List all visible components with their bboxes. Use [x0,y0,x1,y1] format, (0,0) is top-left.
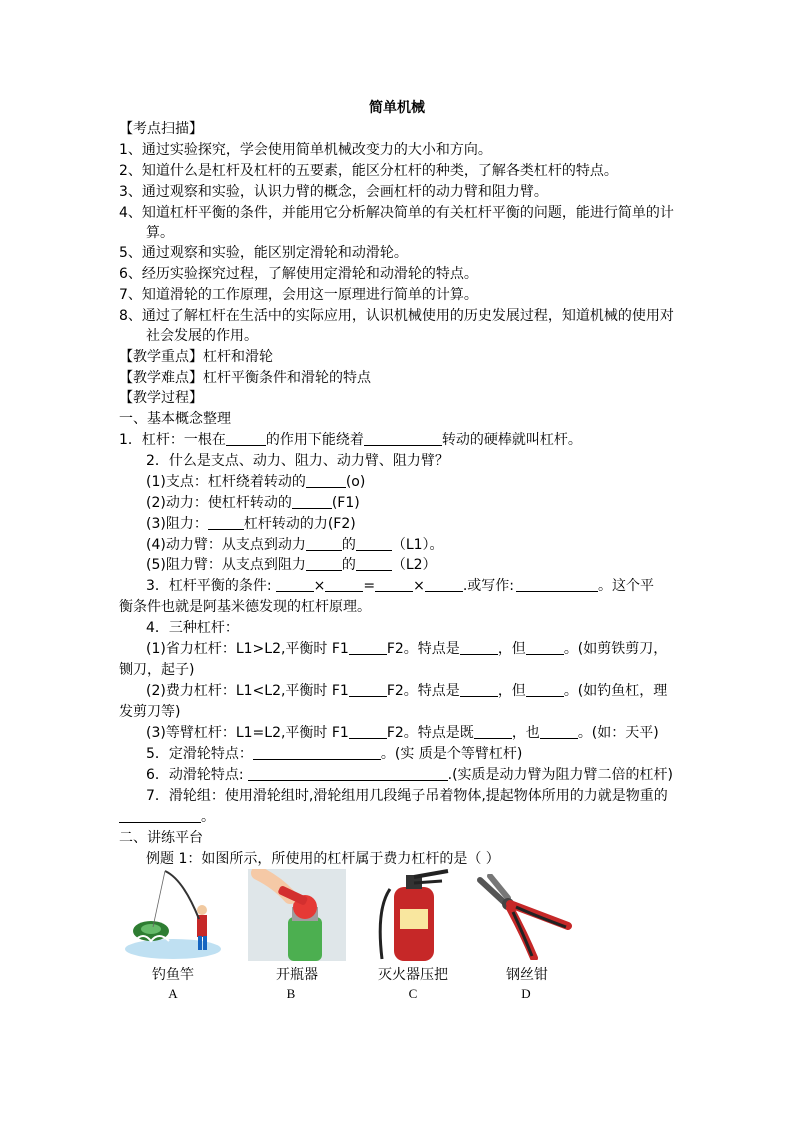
scan-item-2: 2、知道什么是杠杆及杠杆的五要素，能区分杠杆的种类，了解各类杠杆的特点。 [119,163,618,179]
question-7-cont: 。 [119,808,215,826]
blank[interactable] [325,577,363,592]
fishing-rod-image [123,869,223,965]
teaching-focus: 【教学重点】杠杆和滑轮 [119,349,273,365]
blank[interactable] [460,682,498,697]
option-a-letter: A [168,986,178,1001]
blank[interactable] [364,431,442,446]
scan-item-5: 5、通过观察和实验，能区别定滑轮和动滑轮。 [119,245,408,261]
question-4-2: (2)费力杠杆：L1<L2,平衡时 F1 F2。特点是 ，但 。(如钓鱼杠，理 [146,683,668,699]
blank[interactable] [292,494,332,509]
question-2-5: (5)阻力臂：从支点到阻力 的 （L2） [146,557,437,573]
option-a-caption: 钓鱼竿 [152,967,194,983]
scan-item-4-cont: 算。 [146,225,174,241]
blank[interactable] [375,577,413,592]
blank[interactable] [253,745,381,760]
blank[interactable] [306,536,342,551]
question-4-1: (1)省力杠杆：L1>L2,平衡时 F1 F2。特点是 ，但 。(如剪铁剪刀， [146,641,668,657]
option-b-letter: B [286,986,296,1001]
question-4: 4．三种杠杆： [146,620,239,636]
question-4-3: (3)等臂杠杆：L1=L2,平衡时 F1 F2。特点是既 ，也 。(如：天平) [146,725,659,741]
blank[interactable] [248,766,448,781]
section-1-heading: 一、基本概念整理 [119,411,231,427]
question-2-4: (4)动力臂：从支点到动力 的 （L1）。 [146,537,444,553]
scan-heading: 【考点扫描】 [119,121,203,137]
blank[interactable] [356,556,392,571]
fire-extinguisher-image [370,869,454,965]
blank[interactable] [540,724,578,739]
scan-item-3: 3、通过观察和实验，认识力臂的概念，会画杠杆的动力臂和阻力臂。 [119,184,548,200]
blank[interactable] [474,724,512,739]
scan-item-6: 6、经历实验探究过程，了解使用定滑轮和动滑轮的特点。 [119,266,478,282]
question-2-3: (3)阻力： 杠杆转动的力(F2) [146,516,356,532]
option-b-caption: 开瓶器 [276,967,318,983]
blank[interactable] [526,640,564,655]
scan-item-8: 8、通过了解杠杆在生活中的实际应用，认识机械使用的历史发展过程，知道机械的使用对 [119,308,674,324]
blank[interactable] [349,682,387,697]
option-d-letter: D [521,986,531,1001]
scan-item-8-cont: 社会发展的作用。 [146,328,258,344]
blank[interactable] [276,577,314,592]
bottle-opener-image [248,869,346,965]
question-2: 2．什么是支点、动力、阻力、动力臂、阻力臂？ [146,453,449,469]
option-c-letter: C [408,986,418,1001]
blank[interactable] [516,577,598,592]
blank[interactable] [460,640,498,655]
question-6: 6．动滑轮特点: .(实质是动力臂为阻力臂二倍的杠杆) [146,767,673,783]
blank[interactable] [306,473,346,488]
example-1: 例题 1：如图所示，所使用的杠杆属于费力杠杆的是（ ） [146,851,500,867]
question-7: 7．滑轮组：使用滑轮组时,滑轮组用几段绳子吊着物体,提起物体所用的力就是物重的 [146,788,668,804]
teaching-process: 【教学过程】 [119,390,203,406]
question-2-2: (2)动力：使杠杆转动的 (F1) [146,495,360,511]
blank[interactable] [306,556,342,571]
teaching-difficulty: 【教学难点】杠杆平衡条件和滑轮的特点 [119,370,371,386]
blank[interactable] [208,515,244,530]
section-2-heading: 二、讲练平台 [119,830,203,846]
scan-item-1: 1、通过实验探究，学会使用简单机械改变力的大小和方向。 [119,142,492,158]
scan-item-7: 7、知道滑轮的工作原理，会用这一原理进行简单的计算。 [119,287,478,303]
question-3: 3．杠杆平衡的条件: × = × .或写作: 。这个平 [146,578,654,594]
pliers-image [476,874,572,964]
blank[interactable] [526,682,564,697]
question-2-1: (1)支点：杠杆绕着转动的 (o) [146,474,366,490]
question-4-1-cont: 铡刀，起子) [119,662,195,678]
blank[interactable] [349,724,387,739]
blank[interactable] [425,577,463,592]
scan-item-4: 4、知道杠杆平衡的条件，并能用它分析解决简单的有关杠杆平衡的问题，能进行简单的计 [119,205,674,221]
option-c-caption: 灭火器压把 [378,967,448,983]
blank[interactable] [349,640,387,655]
option-d-caption: 钢丝钳 [506,967,548,983]
question-5: 5．定滑轮特点： 。(实 质是个等臂杠杆) [146,746,523,762]
blank[interactable] [226,431,266,446]
blank[interactable] [356,536,392,551]
blank[interactable] [119,808,201,823]
question-4-2-cont: 发剪刀等) [119,704,181,720]
question-3-cont: 衡条件也就是阿基米德发现的杠杆原理。 [119,599,371,615]
page-title: 简单机械 [369,100,425,116]
question-1: 1．杠杆：一根在 的作用下能绕着 转动的硬棒就叫杠杆。 [119,432,582,448]
